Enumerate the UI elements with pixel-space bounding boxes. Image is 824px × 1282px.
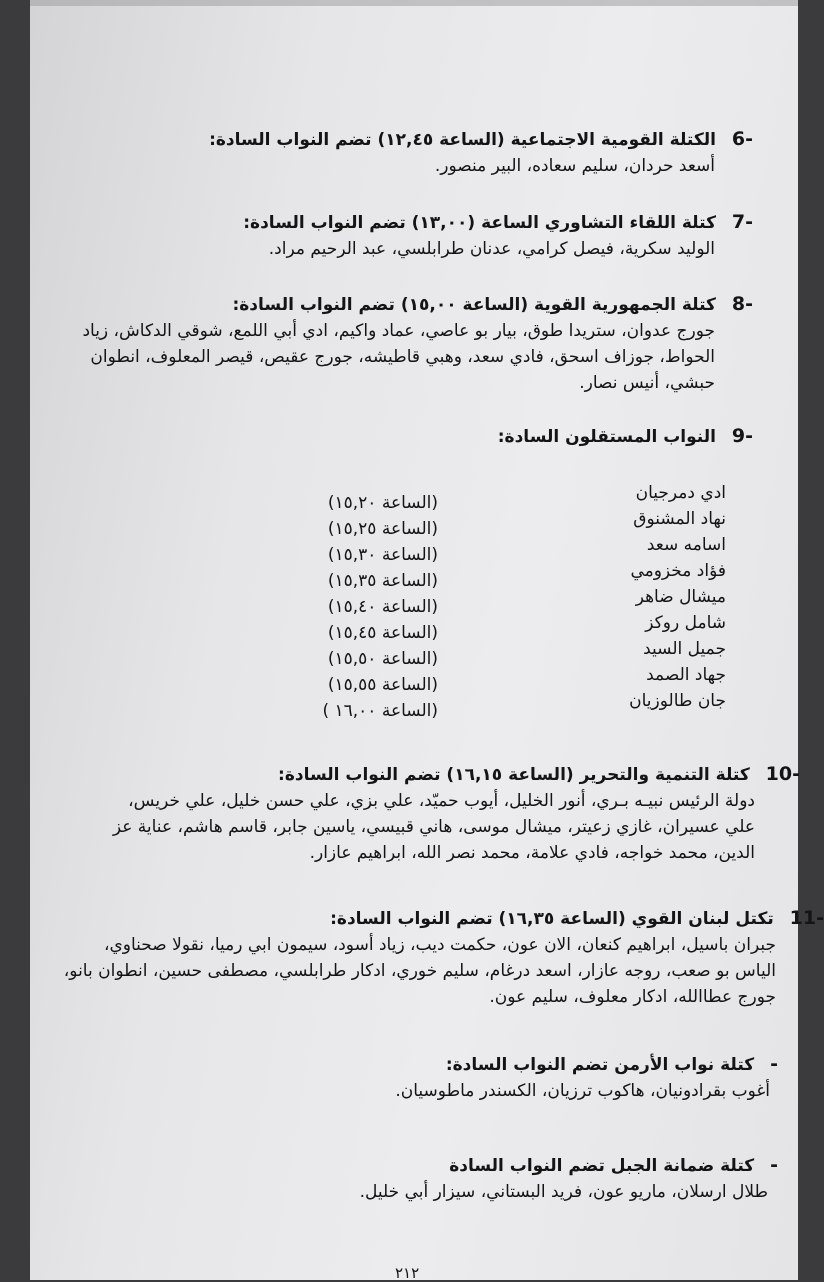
section-9 <box>253 424 753 450</box>
mp-time: (الساعة ١٥,٤٠) <box>327 597 438 617</box>
section-body: طلال ارسلان، ماريو عون، فريد البستاني، سيزار أبي خليل. <box>359 1182 768 1202</box>
section-8 <box>73 292 753 396</box>
section-body: جبران باسيل، ابراهيم كنعان، الان عون، حكمت ديب، زياد أسود، سيمون ابي رميا، نقولا صحناوي، الياس بو صعب، روجه عازار، اسعد درغام، سليم خوري، ادكار طرابلسي، مصطفى حسين، انطوان بانو، جورج عطاالله، ادكار معلوف، سليم عون. <box>63 935 776 1007</box>
section-heading: كتلة ضمانة الجبل تضم النواب السادة <box>449 1156 755 1176</box>
section-jabal-bloc <box>218 1153 778 1205</box>
mp-name: ميشال ضاهر <box>635 587 726 607</box>
mp-name: شامل روكز <box>645 613 726 633</box>
mp-time: (الساعة ١٥,٤٥) <box>327 623 438 643</box>
section-body: أغوب بقرادونيان، هاكوب ترزيان، الكسندر ماطوسيان. <box>395 1081 770 1101</box>
section-heading: الكتلة القومية الاجتماعية (الساعة ١٢,٤٥) تضم النواب السادة: <box>209 130 716 150</box>
document-page <box>30 0 824 1282</box>
section-11 <box>50 906 824 1010</box>
section-number: -7 <box>731 211 753 233</box>
section-heading: كتلة التنمية والتحرير (الساعة ١٦,١٥) تضم النواب السادة: <box>278 765 750 785</box>
mp-name: نهاد المشنوق <box>633 509 726 529</box>
section-7 <box>193 210 753 262</box>
mp-name: فؤاد مخزومي <box>630 561 726 581</box>
section-body: جورج عدوان، ستريدا طوق، بيار بو عاصي، عماد واكيم، ادي أبي اللمع، شوقي الدكاش، زياد الحواط، جوزاف اسحق، فادي سعد، وهبي قاطيشه، جورج عقيص، قيصر المعلوف، انطوان حبشي، أنيس نصار. <box>82 321 715 393</box>
section-bullet: - <box>770 1154 778 1176</box>
page-top-edge <box>30 0 798 6</box>
mp-time: (الساعة ١٥,٥٠) <box>327 649 438 669</box>
mp-time: (الساعة ١٥,٣٥) <box>327 571 438 591</box>
mp-time: (الساعة ١٥,٢٠) <box>327 493 438 513</box>
section-number: -10 <box>765 763 800 785</box>
section-10 <box>100 762 800 866</box>
mp-name: جان طالوزيان <box>629 691 726 711</box>
section-heading: تكتل لبنان القوي (الساعة ١٦,٣٥) تضم النواب السادة: <box>330 909 774 929</box>
section-armenian-bloc <box>258 1052 778 1104</box>
section-body: الوليد سكرية، فيصل كرامي، عدنان طرابلسي، عبد الرحيم مراد. <box>268 239 715 259</box>
section-bullet: - <box>770 1053 778 1075</box>
mp-time: (الساعة ١٥,٢٥) <box>327 519 438 539</box>
mp-name: اسامه سعد <box>646 535 726 555</box>
section-number: -8 <box>731 293 753 315</box>
section-number: -6 <box>731 128 753 150</box>
section-heading: كتلة اللقاء التشاوري الساعة (١٣,٠٠) تضم النواب السادة: <box>243 213 716 233</box>
section-body: دولة الرئيس نبيـه بـري، أنور الخليل، أيوب حميّد، علي بزي، علي حسن خليل، علي خريس، علي عسيران، غازي زعيتر، ميشال موسى، هاني قبيسي، ياسين جابر، قاسم هاشم، عناية عز الدين، محمد خواجه، فادي علامة، محمد نصر الله، ابراهيم عازار. <box>112 791 755 863</box>
mp-time: (الساعة ١٥,٣٠) <box>327 545 438 565</box>
mp-name: جهاد الصمد <box>646 665 726 685</box>
mp-time: (الساعة ١٦,٠٠ ) <box>322 701 438 721</box>
section-6 <box>193 127 753 179</box>
section-heading: كتلة الجمهورية القوية (الساعة ١٥,٠٠) تضم النواب السادة: <box>232 295 716 315</box>
section-body: أسعد حردان، سليم سعاده، البير منصور. <box>434 156 715 176</box>
section-number: -11 <box>789 907 824 929</box>
section-number: -9 <box>731 425 753 447</box>
section-heading: كتلة نواب الأرمن تضم النواب السادة: <box>445 1055 755 1075</box>
section-heading: النواب المستقلون السادة: <box>497 427 716 447</box>
mp-name: ادي دمرجيان <box>635 483 726 503</box>
mp-time: (الساعة ١٥,٥٥) <box>327 675 438 695</box>
page-number: ٢١٢ <box>395 1264 420 1282</box>
mp-name: جميل السيد <box>643 639 726 659</box>
